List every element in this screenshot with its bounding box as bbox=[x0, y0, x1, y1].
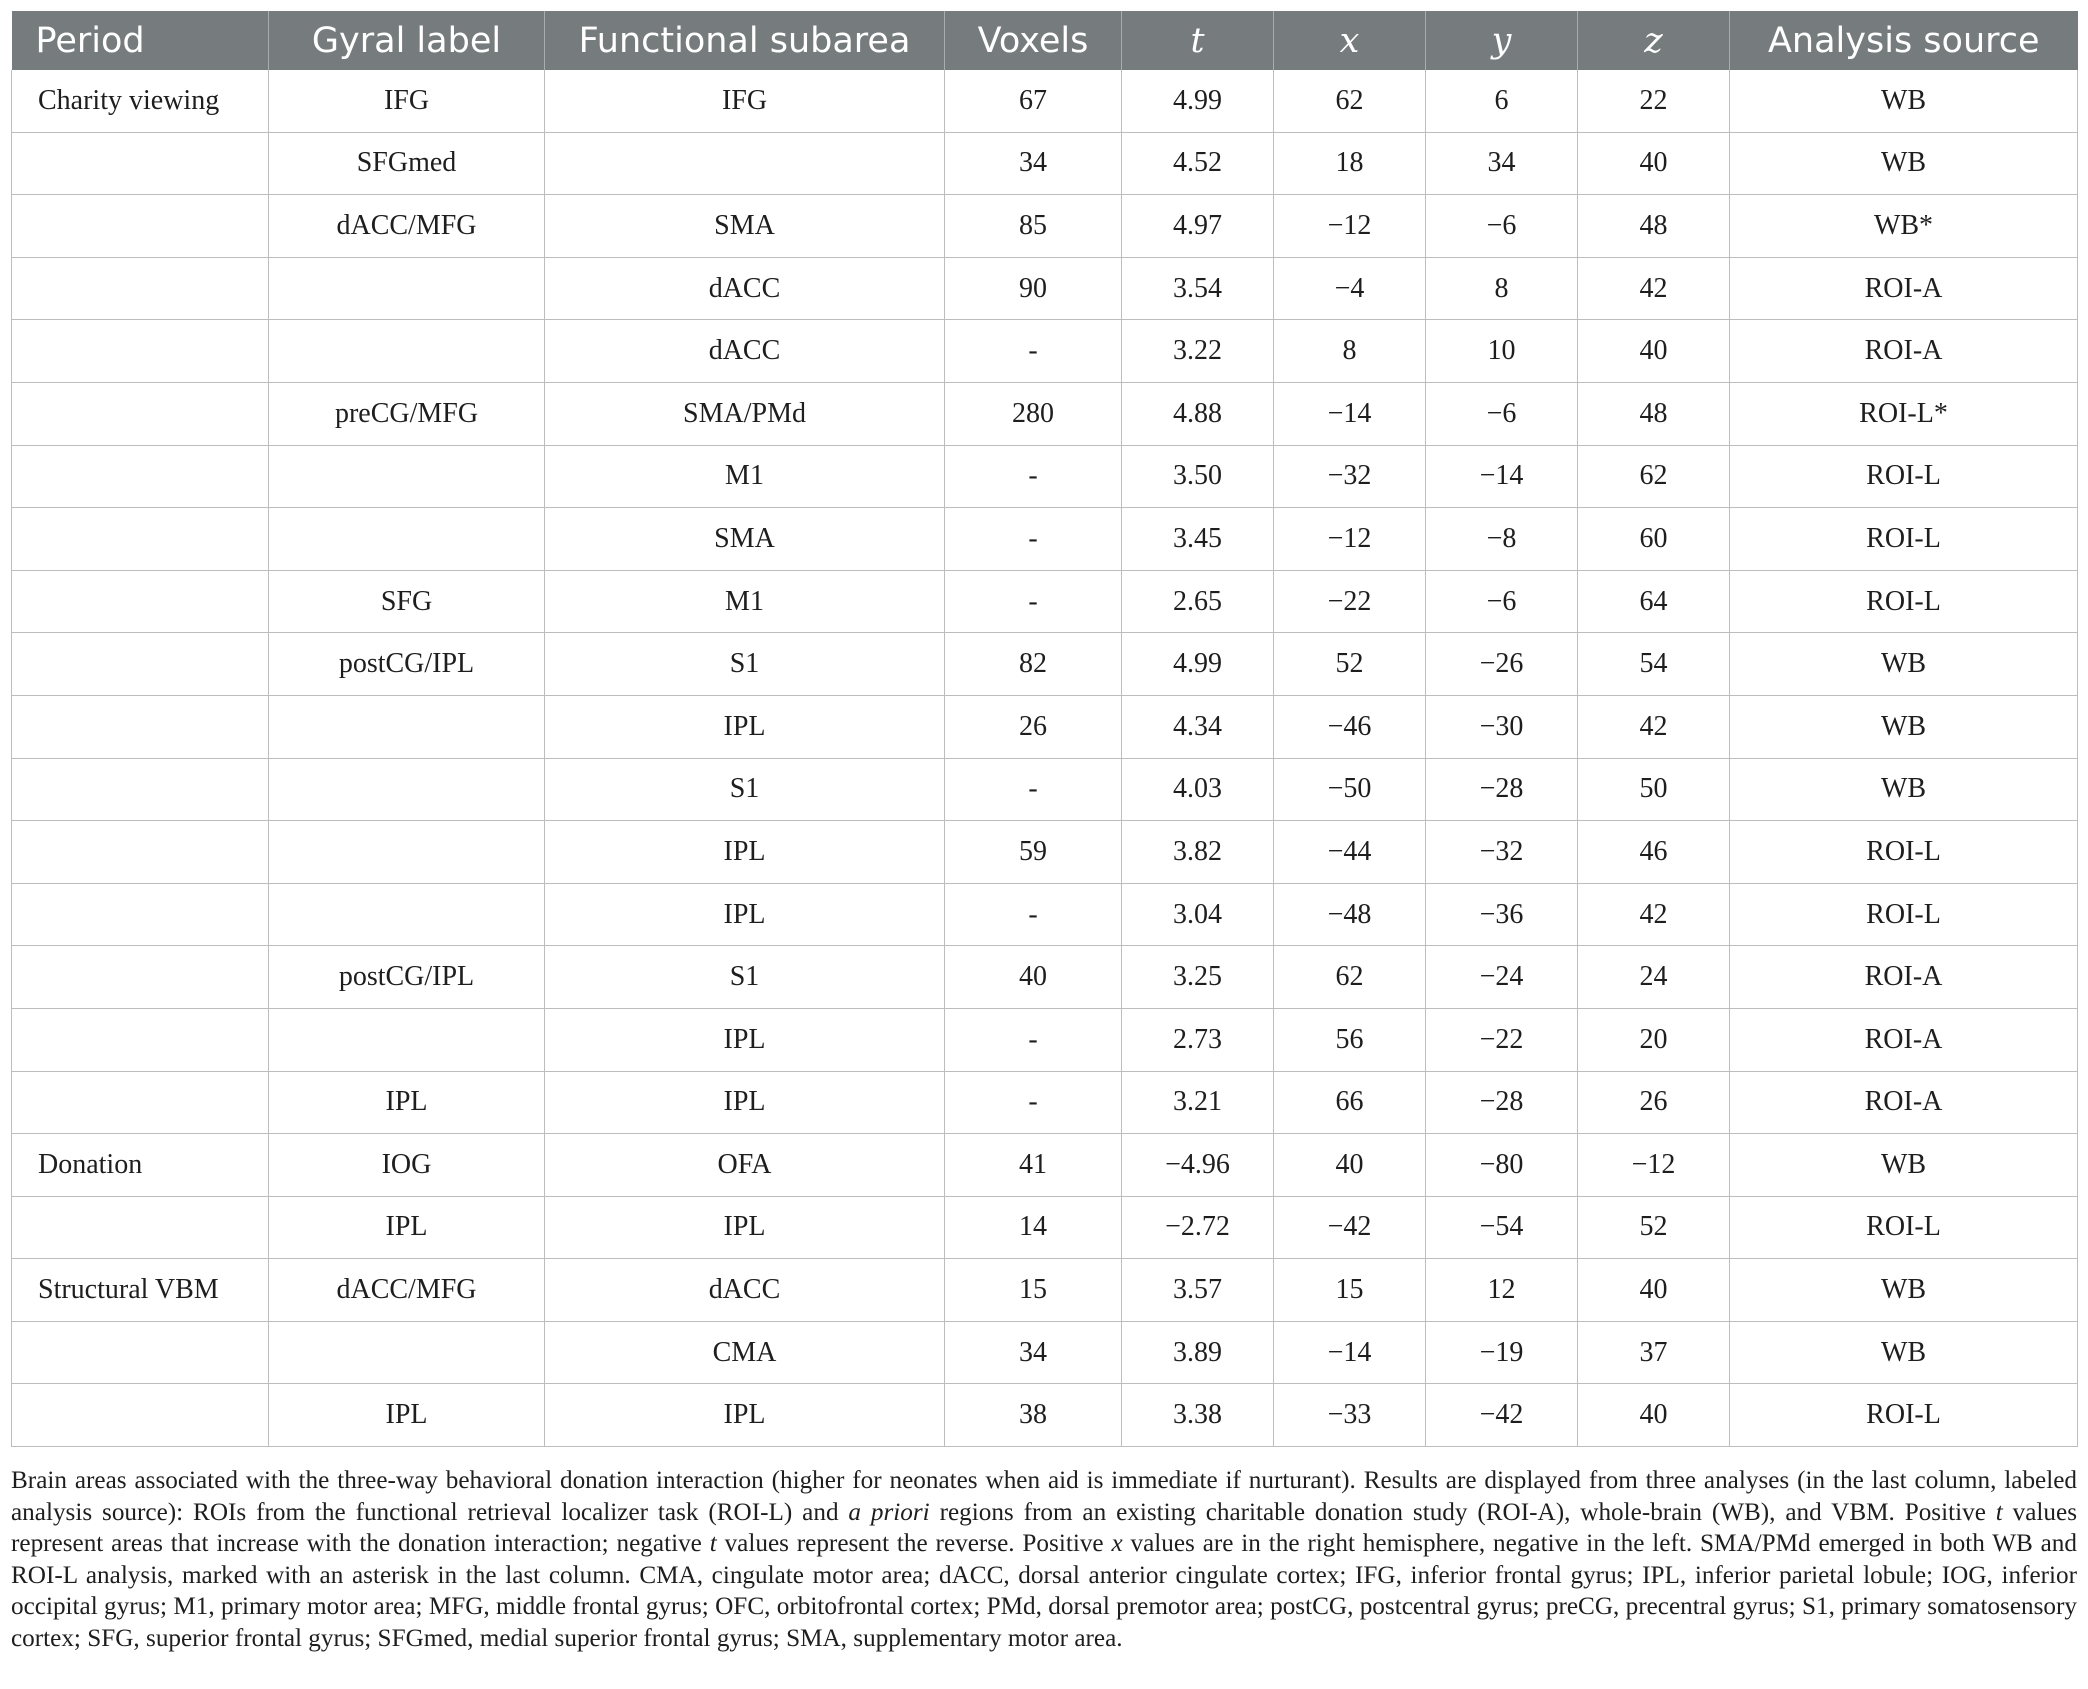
table-cell: −12 bbox=[1578, 1134, 1730, 1197]
table-row bbox=[12, 445, 2078, 508]
caption-text-1: Brain areas associated with the three-way behavioral donation interaction (higher for neonates when aid is immediate if nurturant). Results are displayed from three analyses (in the last column, labeled analysis source): ROIs from the functional retrieval localizer task (ROI-L) and bbox=[11, 1467, 2077, 1526]
table-cell: 3.82 bbox=[1122, 821, 1274, 884]
table-cell: 14 bbox=[945, 1196, 1122, 1259]
table-cell: - bbox=[945, 1071, 1122, 1134]
table-cell: SMA bbox=[545, 195, 945, 258]
table-cell: −32 bbox=[1274, 445, 1426, 508]
table-cell: IPL bbox=[545, 1196, 945, 1259]
table-cell: −80 bbox=[1426, 1134, 1578, 1197]
table-cell: SMA/PMd bbox=[545, 382, 945, 445]
table-cell bbox=[269, 320, 545, 383]
table-cell bbox=[12, 758, 269, 821]
table-cell: 46 bbox=[1578, 821, 1730, 884]
table-cell: −48 bbox=[1274, 883, 1426, 946]
table-cell: −12 bbox=[1274, 195, 1426, 258]
table-row bbox=[12, 382, 2078, 445]
table-cell: IPL bbox=[269, 1196, 545, 1259]
table-row bbox=[12, 1259, 2078, 1322]
table-cell: dACC/MFG bbox=[269, 1259, 545, 1322]
table-cell: 40 bbox=[1578, 1384, 1730, 1447]
table-cell: ROI-L bbox=[1730, 508, 2078, 571]
table-cell: 67 bbox=[945, 70, 1122, 132]
table-cell: 64 bbox=[1578, 570, 1730, 633]
table-cell: 40 bbox=[1578, 320, 1730, 383]
table-cell: 38 bbox=[945, 1384, 1122, 1447]
table-cell: −54 bbox=[1426, 1196, 1578, 1259]
table-cell: ROI-A bbox=[1730, 257, 2078, 320]
table-cell bbox=[269, 508, 545, 571]
table-cell bbox=[12, 320, 269, 383]
table-cell: 48 bbox=[1578, 195, 1730, 258]
table-cell: ROI-L bbox=[1730, 1384, 2078, 1447]
table-cell: −30 bbox=[1426, 695, 1578, 758]
table-cell: Structural VBM bbox=[12, 1259, 269, 1322]
table-cell: WB bbox=[1730, 695, 2078, 758]
results-table bbox=[11, 11, 2078, 1447]
table-cell: IPL bbox=[269, 1071, 545, 1134]
table-cell: 3.50 bbox=[1122, 445, 1274, 508]
table-cell bbox=[12, 570, 269, 633]
table-cell: 60 bbox=[1578, 508, 1730, 571]
table-row bbox=[12, 946, 2078, 1009]
table-cell bbox=[12, 508, 269, 571]
table-cell bbox=[12, 1196, 269, 1259]
table-cell: 8 bbox=[1426, 257, 1578, 320]
table-cell: ROI-L bbox=[1730, 570, 2078, 633]
table-cell bbox=[12, 132, 269, 195]
caption-emphasis-t: t bbox=[1995, 1498, 2003, 1526]
table-row bbox=[12, 883, 2078, 946]
table-cell bbox=[545, 132, 945, 195]
table-cell: WB bbox=[1730, 758, 2078, 821]
table-cell: dACC bbox=[545, 320, 945, 383]
table-cell: 6 bbox=[1426, 70, 1578, 132]
table-cell bbox=[12, 445, 269, 508]
table-cell: 34 bbox=[945, 1321, 1122, 1384]
column-header: Gyral label bbox=[269, 11, 545, 70]
table-cell: WB bbox=[1730, 132, 2078, 195]
table-cell: −33 bbox=[1274, 1384, 1426, 1447]
table-cell: 90 bbox=[945, 257, 1122, 320]
table-cell: 3.22 bbox=[1122, 320, 1274, 383]
table-cell: 3.54 bbox=[1122, 257, 1274, 320]
table-cell: −32 bbox=[1426, 821, 1578, 884]
table-cell: 85 bbox=[945, 195, 1122, 258]
column-header: Period bbox=[12, 11, 269, 70]
table-cell: Charity viewing bbox=[12, 70, 269, 132]
table-header bbox=[12, 11, 2078, 70]
table-cell: −46 bbox=[1274, 695, 1426, 758]
table-cell bbox=[12, 883, 269, 946]
table-cell: 59 bbox=[945, 821, 1122, 884]
table-cell: −6 bbox=[1426, 382, 1578, 445]
table-cell: −28 bbox=[1426, 1071, 1578, 1134]
table-cell bbox=[12, 821, 269, 884]
table-cell: IPL bbox=[545, 1384, 945, 1447]
table-row bbox=[12, 195, 2078, 258]
caption-emphasis-t-2: t bbox=[709, 1530, 717, 1558]
table-cell: - bbox=[945, 508, 1122, 571]
table-cell: 15 bbox=[1274, 1259, 1426, 1322]
table-cell: dACC/MFG bbox=[269, 195, 545, 258]
table-cell: 66 bbox=[1274, 1071, 1426, 1134]
table-cell: ROI-L* bbox=[1730, 382, 2078, 445]
table-cell: postCG/IPL bbox=[269, 633, 545, 696]
table-cell: 42 bbox=[1578, 883, 1730, 946]
table-cell bbox=[12, 1321, 269, 1384]
table-cell: preCG/MFG bbox=[269, 382, 545, 445]
table-cell: 20 bbox=[1578, 1008, 1730, 1071]
table-cell: IPL bbox=[545, 1071, 945, 1134]
table-cell: 2.65 bbox=[1122, 570, 1274, 633]
table-cell: 3.89 bbox=[1122, 1321, 1274, 1384]
caption-text-3: values represent areas that increase with the donation interaction; negative bbox=[11, 1498, 2077, 1558]
table-cell bbox=[12, 1008, 269, 1071]
table-row bbox=[12, 1384, 2078, 1447]
table-row bbox=[12, 695, 2078, 758]
table-cell: −42 bbox=[1274, 1196, 1426, 1259]
table-cell: - bbox=[945, 320, 1122, 383]
table-cell bbox=[12, 1071, 269, 1134]
table-cell: 40 bbox=[1274, 1134, 1426, 1197]
table-row bbox=[12, 508, 2078, 571]
table-cell: - bbox=[945, 758, 1122, 821]
table-caption bbox=[11, 1465, 2077, 1655]
table-cell: WB bbox=[1730, 1321, 2078, 1384]
table-cell: IPL bbox=[545, 1008, 945, 1071]
table-cell bbox=[12, 695, 269, 758]
table-cell: −14 bbox=[1274, 1321, 1426, 1384]
table-cell: dACC bbox=[545, 257, 945, 320]
table-cell: M1 bbox=[545, 570, 945, 633]
table-cell: WB bbox=[1730, 1259, 2078, 1322]
column-header: Voxels bbox=[945, 11, 1122, 70]
table-cell: 62 bbox=[1578, 445, 1730, 508]
table-cell bbox=[12, 195, 269, 258]
table-row bbox=[12, 821, 2078, 884]
table-cell: −22 bbox=[1274, 570, 1426, 633]
table-cell: - bbox=[945, 445, 1122, 508]
table-cell: −6 bbox=[1426, 195, 1578, 258]
table-cell: 50 bbox=[1578, 758, 1730, 821]
table-cell bbox=[269, 1321, 545, 1384]
table-cell: −14 bbox=[1274, 382, 1426, 445]
table-row bbox=[12, 1196, 2078, 1259]
table-cell: S1 bbox=[545, 633, 945, 696]
table-cell: 4.52 bbox=[1122, 132, 1274, 195]
table-cell: 37 bbox=[1578, 1321, 1730, 1384]
table-cell bbox=[12, 633, 269, 696]
table-cell: 12 bbox=[1426, 1259, 1578, 1322]
table-cell: −28 bbox=[1426, 758, 1578, 821]
table-cell: ROI-A bbox=[1730, 1008, 2078, 1071]
table-cell: 4.03 bbox=[1122, 758, 1274, 821]
table-cell: CMA bbox=[545, 1321, 945, 1384]
table-cell: IPL bbox=[545, 821, 945, 884]
table-cell: 54 bbox=[1578, 633, 1730, 696]
table-cell bbox=[12, 946, 269, 1009]
table-cell: −44 bbox=[1274, 821, 1426, 884]
table-row bbox=[12, 257, 2078, 320]
column-header: Analysis source bbox=[1730, 11, 2078, 70]
table-cell: IPL bbox=[545, 883, 945, 946]
table-cell: −19 bbox=[1426, 1321, 1578, 1384]
table-row bbox=[12, 1134, 2078, 1197]
table-cell: IFG bbox=[545, 70, 945, 132]
table-cell: OFA bbox=[545, 1134, 945, 1197]
table-cell: −36 bbox=[1426, 883, 1578, 946]
table-cell: ROI-L bbox=[1730, 1196, 2078, 1259]
table-cell bbox=[12, 1384, 269, 1447]
table-cell: ROI-A bbox=[1730, 1071, 2078, 1134]
table-cell bbox=[12, 382, 269, 445]
table-cell: WB bbox=[1730, 70, 2078, 132]
table-cell: WB bbox=[1730, 633, 2078, 696]
table-cell: 18 bbox=[1274, 132, 1426, 195]
table-cell: ROI-L bbox=[1730, 883, 2078, 946]
table-figure bbox=[11, 11, 2077, 1655]
table-cell: 62 bbox=[1274, 946, 1426, 1009]
table-cell: 10 bbox=[1426, 320, 1578, 383]
table-cell: SFGmed bbox=[269, 132, 545, 195]
caption-emphasis-x: x bbox=[1111, 1530, 1123, 1558]
table-row bbox=[12, 758, 2078, 821]
table-cell: - bbox=[945, 1008, 1122, 1071]
table-cell: 34 bbox=[945, 132, 1122, 195]
table-cell: 42 bbox=[1578, 257, 1730, 320]
table-cell: 4.99 bbox=[1122, 633, 1274, 696]
table-cell: postCG/IPL bbox=[269, 946, 545, 1009]
table-cell: 280 bbox=[945, 382, 1122, 445]
table-cell bbox=[269, 758, 545, 821]
caption-text-2: regions from an existing charitable donation study (ROI-A), whole-brain (WB), and VBM. Positive bbox=[929, 1498, 1996, 1526]
header-row bbox=[12, 11, 2078, 70]
table-cell: ROI-A bbox=[1730, 320, 2078, 383]
table-row bbox=[12, 1321, 2078, 1384]
table-cell: −6 bbox=[1426, 570, 1578, 633]
table-cell: SMA bbox=[545, 508, 945, 571]
table-body bbox=[12, 70, 2078, 1447]
table-cell: 15 bbox=[945, 1259, 1122, 1322]
table-cell: −42 bbox=[1426, 1384, 1578, 1447]
table-cell: −4.96 bbox=[1122, 1134, 1274, 1197]
column-header: Functional subarea bbox=[545, 11, 945, 70]
table-cell: −4 bbox=[1274, 257, 1426, 320]
table-cell: 3.57 bbox=[1122, 1259, 1274, 1322]
table-cell: S1 bbox=[545, 758, 945, 821]
table-cell: 62 bbox=[1274, 70, 1426, 132]
table-cell: 40 bbox=[1578, 132, 1730, 195]
table-cell bbox=[269, 883, 545, 946]
table-row bbox=[12, 1071, 2078, 1134]
table-row bbox=[12, 570, 2078, 633]
table-cell: 3.04 bbox=[1122, 883, 1274, 946]
caption-text-4: values represent the reverse. Positive bbox=[716, 1530, 1112, 1558]
table-cell: −8 bbox=[1426, 508, 1578, 571]
table-cell: - bbox=[945, 883, 1122, 946]
table-cell: −14 bbox=[1426, 445, 1578, 508]
table-row bbox=[12, 320, 2078, 383]
table-cell: 52 bbox=[1274, 633, 1426, 696]
table-cell: 42 bbox=[1578, 695, 1730, 758]
table-cell: M1 bbox=[545, 445, 945, 508]
caption-emphasis-a-priori: a priori bbox=[848, 1498, 930, 1526]
table-cell: 56 bbox=[1274, 1008, 1426, 1071]
table-cell: 3.21 bbox=[1122, 1071, 1274, 1134]
table-cell: 4.34 bbox=[1122, 695, 1274, 758]
table-cell: 34 bbox=[1426, 132, 1578, 195]
table-row bbox=[12, 1008, 2078, 1071]
table-cell: 26 bbox=[1578, 1071, 1730, 1134]
table-cell bbox=[269, 1008, 545, 1071]
table-row bbox=[12, 70, 2078, 132]
table-cell: WB* bbox=[1730, 195, 2078, 258]
table-cell: ROI-A bbox=[1730, 946, 2078, 1009]
table-cell: ROI-L bbox=[1730, 821, 2078, 884]
table-cell: 2.73 bbox=[1122, 1008, 1274, 1071]
column-header: y bbox=[1426, 11, 1578, 70]
table-cell: −26 bbox=[1426, 633, 1578, 696]
table-cell: 24 bbox=[1578, 946, 1730, 1009]
table-cell: S1 bbox=[545, 946, 945, 1009]
table-cell: 52 bbox=[1578, 1196, 1730, 1259]
table-cell: 8 bbox=[1274, 320, 1426, 383]
table-cell: IFG bbox=[269, 70, 545, 132]
table-cell: −12 bbox=[1274, 508, 1426, 571]
table-cell: 3.38 bbox=[1122, 1384, 1274, 1447]
table-cell: 3.45 bbox=[1122, 508, 1274, 571]
table-cell: 82 bbox=[945, 633, 1122, 696]
column-header: z bbox=[1578, 11, 1730, 70]
table-cell: 40 bbox=[945, 946, 1122, 1009]
table-cell: 48 bbox=[1578, 382, 1730, 445]
table-cell: −22 bbox=[1426, 1008, 1578, 1071]
table-cell: 26 bbox=[945, 695, 1122, 758]
table-cell: Donation bbox=[12, 1134, 269, 1197]
caption-text-5: values are in the right hemisphere, negative in the left. SMA/PMd emerged in both WB and ROI-L analysis, marked with an asterisk in the last column. CMA, cingulate motor area; dACC, dorsal anterior cingulate cortex; IFG, inferior frontal gyrus; IPL, inferior parietal lobule; IOG, inferior occipital gyrus; M1, primary motor area; MFG, middle frontal gyrus; OFC, orbitofrontal cortex; PMd, dorsal premotor area; postCG, postcentral gyrus; preCG, precentral gyrus; S1, primary somatosensory cortex; SFG, superior frontal gyrus; SFGmed, medial superior frontal gyrus; SMA, supplementary motor area. bbox=[11, 1530, 2077, 1653]
table-cell: SFG bbox=[269, 570, 545, 633]
column-header: x bbox=[1274, 11, 1426, 70]
table-cell: dACC bbox=[545, 1259, 945, 1322]
table-cell: IOG bbox=[269, 1134, 545, 1197]
table-cell bbox=[269, 445, 545, 508]
table-cell: - bbox=[945, 570, 1122, 633]
column-header: t bbox=[1122, 11, 1274, 70]
table-cell: IPL bbox=[269, 1384, 545, 1447]
table-cell bbox=[12, 257, 269, 320]
table-cell: 4.97 bbox=[1122, 195, 1274, 258]
table-cell bbox=[269, 257, 545, 320]
table-cell: −2.72 bbox=[1122, 1196, 1274, 1259]
table-cell: 4.99 bbox=[1122, 70, 1274, 132]
table-cell: ROI-L bbox=[1730, 445, 2078, 508]
table-cell bbox=[269, 821, 545, 884]
table-row bbox=[12, 633, 2078, 696]
table-cell: WB bbox=[1730, 1134, 2078, 1197]
table-cell: −24 bbox=[1426, 946, 1578, 1009]
table-cell: 22 bbox=[1578, 70, 1730, 132]
table-cell: IPL bbox=[545, 695, 945, 758]
table-cell: 41 bbox=[945, 1134, 1122, 1197]
table-cell: −50 bbox=[1274, 758, 1426, 821]
table-cell bbox=[269, 695, 545, 758]
table-cell: 40 bbox=[1578, 1259, 1730, 1322]
table-cell: 4.88 bbox=[1122, 382, 1274, 445]
table-cell: 3.25 bbox=[1122, 946, 1274, 1009]
table-row bbox=[12, 132, 2078, 195]
